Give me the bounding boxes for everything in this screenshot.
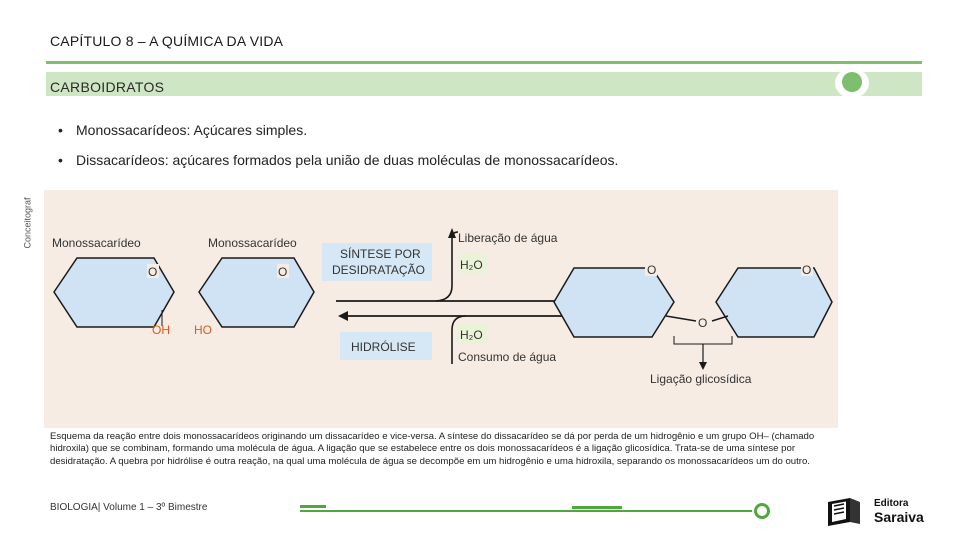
- water-release-branch: [436, 232, 458, 301]
- glycosidic-bond-line: [666, 316, 696, 321]
- ring-oxygen-label: O: [278, 265, 288, 279]
- footer-accent: [572, 506, 622, 509]
- footer-accent: [300, 505, 326, 508]
- glycosidic-bond-label: Ligação glicosídica: [650, 372, 752, 386]
- synthesis-label-line1: SÍNTESE POR: [340, 247, 421, 261]
- synthesis-label-line2: DESIDRATAÇÃO: [332, 263, 425, 277]
- chapter-title: CAPÍTULO 8 – A QUÍMICA DA VIDA: [50, 33, 284, 49]
- footer-circle-icon: [754, 503, 770, 519]
- logo-top-text: Editora: [874, 498, 909, 509]
- reaction-diagram: [44, 190, 838, 428]
- monosaccharide-label-2: Monossacarídeo: [208, 236, 297, 250]
- ring-oxygen-label: O: [148, 265, 158, 279]
- bond-bracket: [674, 336, 732, 344]
- disaccharide-ring-2: [716, 268, 832, 337]
- credit-text: Conceitograf: [22, 197, 33, 249]
- logo-bottom-text: Saraiva: [874, 509, 924, 525]
- image-credit: [22, 190, 44, 260]
- arrow-head-icon: [699, 362, 707, 370]
- monosaccharide-ring-2: [199, 258, 314, 327]
- reaction-diagram-svg: [44, 190, 838, 428]
- footer-divider: [300, 510, 752, 512]
- hydrolysis-label: HIDRÓLISE: [351, 340, 416, 354]
- water-consumption-label: Consumo de água: [458, 350, 557, 364]
- title-divider: [46, 61, 922, 64]
- bullet-marker: •: [58, 152, 63, 168]
- footer-text: BIOLOGIA| Volume 1 – 3º Bimestre: [50, 502, 208, 513]
- bullet-marker: •: [58, 122, 63, 138]
- bridge-oxygen-label: O: [698, 316, 708, 330]
- hydroxyl-label: HO: [194, 323, 212, 337]
- water-molecule-label: H₂O: [460, 328, 483, 342]
- bullet-item: [58, 122, 307, 138]
- ring-oxygen-label: O: [802, 263, 812, 277]
- bullet-text: Monossacarídeos: Açúcares simples.: [76, 122, 308, 138]
- section-bar: [46, 72, 922, 96]
- monosaccharide-label-1: Monossacarídeo: [52, 236, 141, 250]
- figure-caption: Esquema da reação entre dois monossacarídeos originando um dissacarídeo e vice-versa. A síntese do dissacarídeo se dá por perda de um hidrogênio e um grupo OH– (chamado hidroxila) que se combinam, formando uma molécula de água. A ligação que se estabelece entre os dois monossacarídeos é a ligação glicosídica. Trata-se de uma síntese por desidratação. A quebra por hidrólise é outra reação, na qual uma molécula de água se decompõe em um hidrogênio e uma hidroxila, separando os monossacarídeos um do outro.: [50, 431, 815, 467]
- section-title: CARBOIDRATOS: [50, 79, 165, 95]
- water-release-label: Liberação de água: [458, 231, 558, 245]
- disaccharide-ring-1: [554, 268, 674, 337]
- bullet-text: Dissacarídeos: açúcares formados pela união de duas moléculas de monossacarídeos.: [76, 152, 619, 168]
- hydroxyl-label: OH: [152, 323, 170, 337]
- arrow-head-icon: [338, 311, 348, 321]
- water-molecule-label: H₂O: [460, 258, 483, 272]
- bullet-item: [58, 152, 618, 168]
- ring-oxygen-label: O: [647, 263, 657, 277]
- book-icon: [826, 492, 938, 528]
- section-marker-dot-icon: [842, 72, 862, 92]
- publisher-logo: [826, 492, 938, 528]
